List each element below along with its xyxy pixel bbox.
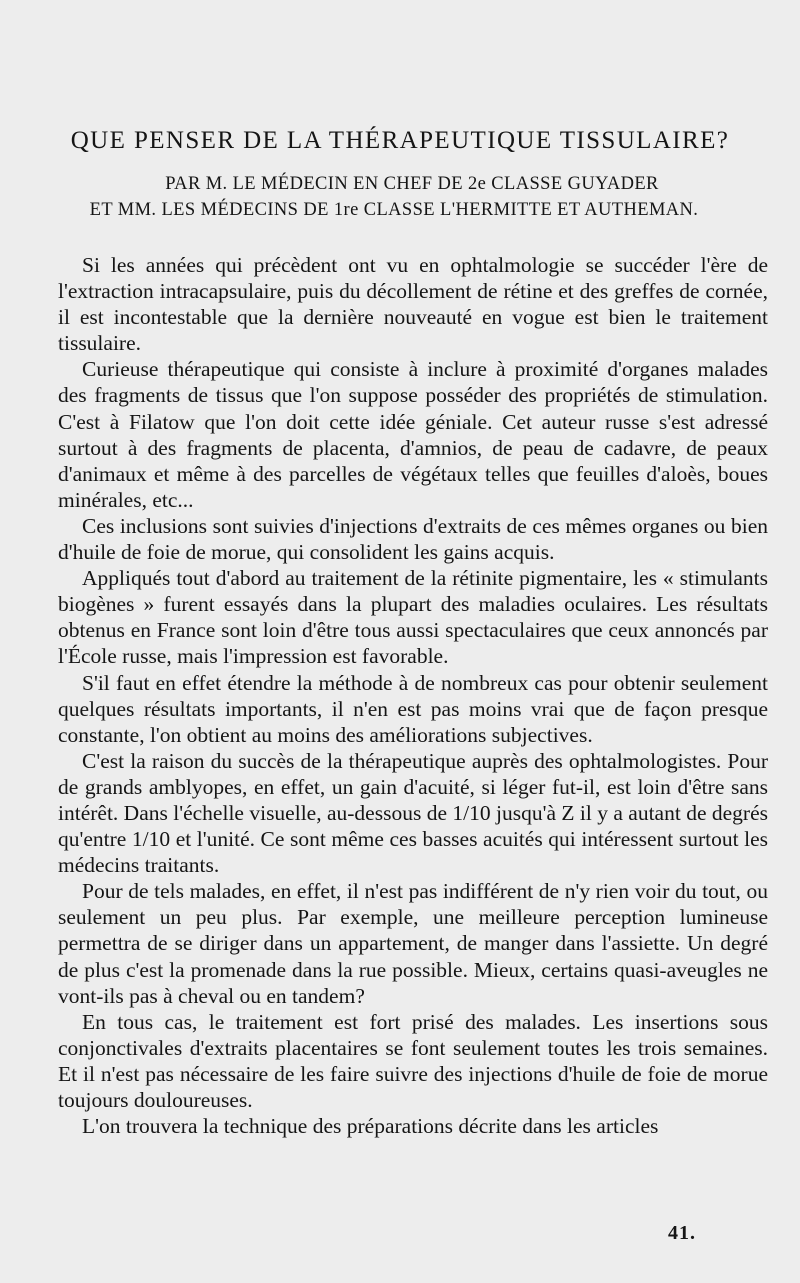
- author-line-1: PAR M. LE MÉDECIN EN CHEF DE 2e CLASSE GUYADER: [165, 174, 659, 194]
- paragraph: Appliqués tout d'abord au traitement de la rétinite pigmentaire, les « stimulants biogènes » furent essayés dans la plupart des maladies oculaires. Les résultats obtenus en France sont loin d'être tous aussi spectaculaires que ceux annoncés par l'École russe, mais l'impression est favorable.: [58, 566, 768, 669]
- page-number: 41.: [668, 1222, 696, 1244]
- paragraph: Ces inclusions sont suivies d'injections d'extraits de ces mêmes organes ou bien d'huile de foie de morue, qui consolident les gains acquis.: [58, 513, 768, 565]
- paragraph: Curieuse thérapeutique qui consiste à inclure à proximité d'organes malades des fragments de tissus que l'on suppose posséder des propriétés de stimulation. C'est à Filatow que l'on doit cette idée géniale. Cet auteur russe s'est adressé surtout à des fragments de placenta, d'amnios, de peau de cadavre, de peaux d'animaux et même à des parcelles de végétaux telles que feuilles d'aloès, boues minérales, etc...: [58, 357, 768, 512]
- article-title: QUE PENSER DE LA THÉRAPEUTIQUE TISSULAIRE?: [70, 127, 730, 154]
- paragraph: Pour de tels malades, en effet, il n'est pas indifférent de n'y rien voir du tout, ou seulement un peu plus. Par exemple, une meilleure perception lumineuse permettra de se diriger dans un appartement, de manger dans l'assiette. Un degré de plus c'est la promenade dans la rue possible. Mieux, certains quasi-aveugles ne vont-ils pas à cheval ou en tandem?: [58, 879, 768, 1008]
- author-line-2: ET MM. LES MÉDECINS DE 1re CLASSE L'HERMITTE ET AUTHEMAN.: [89, 200, 699, 220]
- paragraph: Si les années qui précèdent ont vu en ophtalmologie se succéder l'ère de l'extraction intracapsulaire, puis du décollement de rétine et des greffes de cornée, il est incontestable que la dernière nouveauté en vogue est bien le traitement tissulaire.: [58, 253, 768, 356]
- paragraph: L'on trouvera la technique des préparations décrite dans les articles: [82, 1114, 659, 1139]
- article-body: [58, 252, 768, 1139]
- paragraph: S'il faut en effet étendre la méthode à de nombreux cas pour obtenir seulement quelques résultats importants, il n'en est pas moins vrai que de façon presque constante, l'on obtient au moins des améliorations subjectives.: [58, 670, 768, 747]
- paragraph: En tous cas, le traitement est fort prisé des malades. Les insertions sous conjonctivales d'extraits placentaires se font seulement toutes les trois semaines. Et il n'est pas nécessaire de les faire suivre des injections d'huile de foie de morue toujours douloureuses.: [58, 1009, 768, 1112]
- paragraph: C'est la raison du succès de la thérapeutique auprès des ophtalmologistes. Pour de grands amblyopes, en effet, un gain d'acuité, si léger fut-il, est loin d'être sans intérêt. Dans l'échelle visuelle, au-dessous de 1/10 jusqu'à Z il y a autant de degrés qu'entre 1/10 et l'unité. Ce sont même ces basses acuités qui intéressent surtout les médecins traitants.: [58, 748, 768, 878]
